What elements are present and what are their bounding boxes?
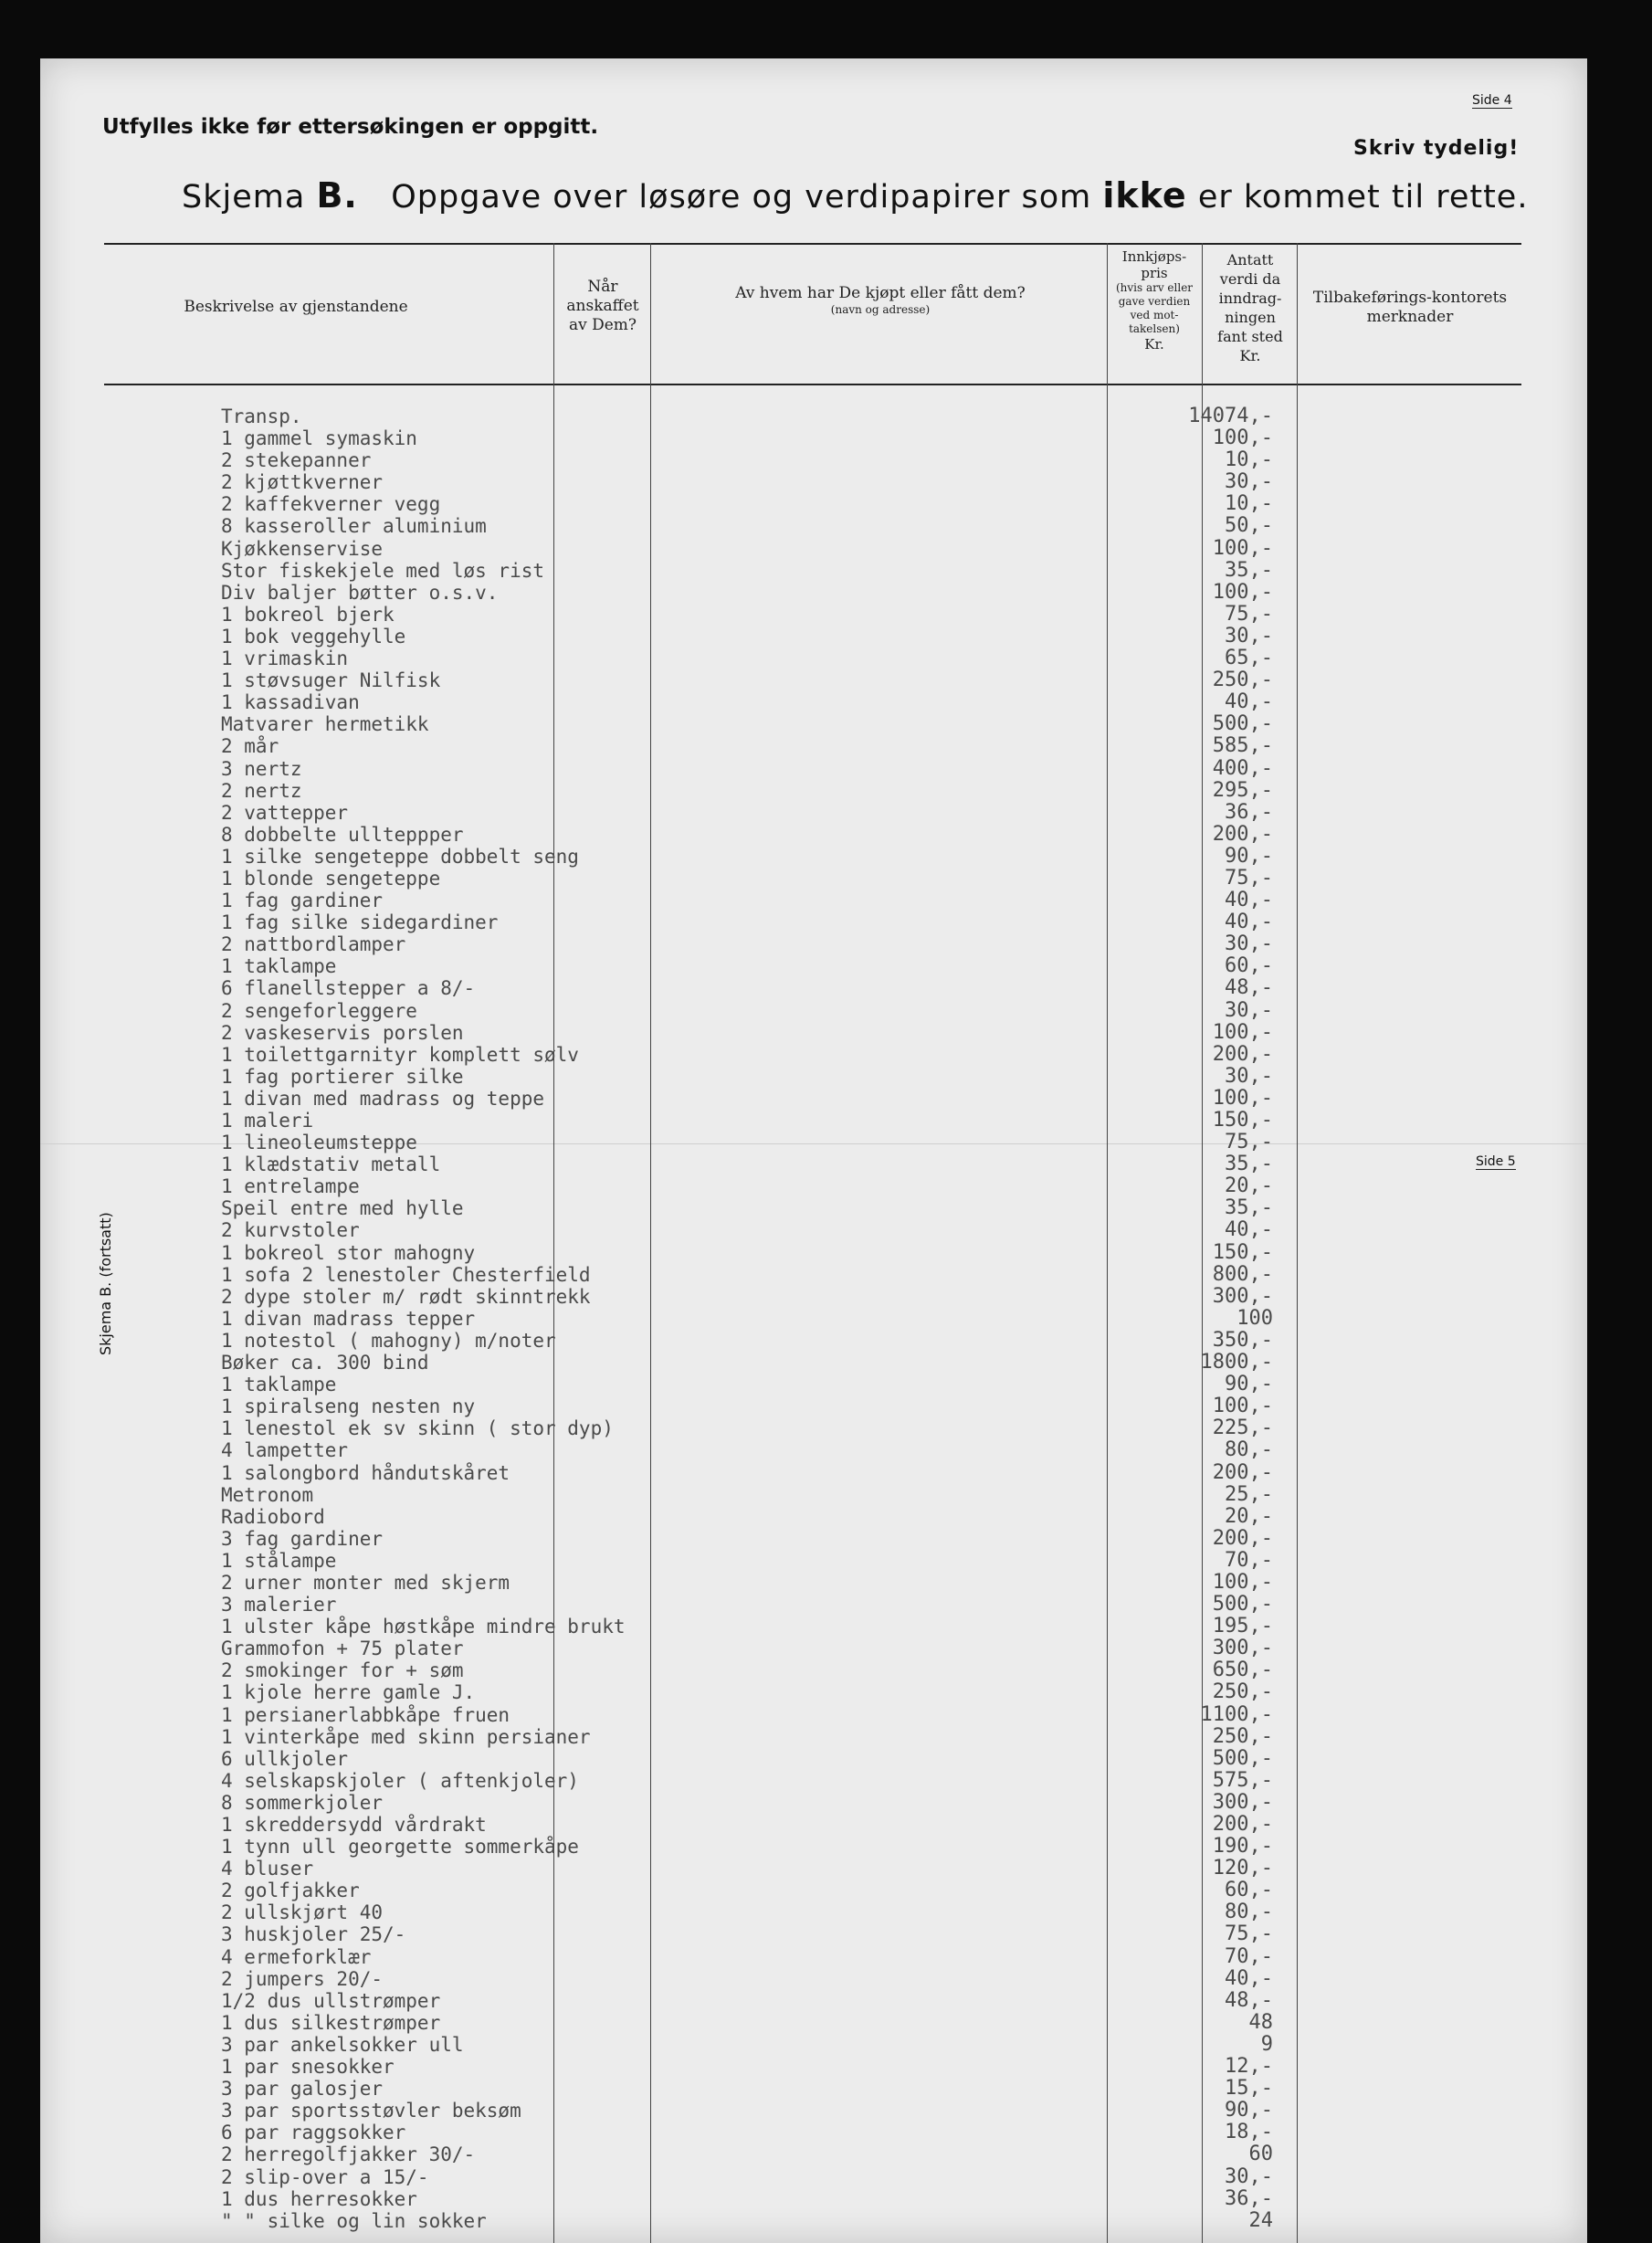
item-description: 1 vinterkåpe med skinn persianer [221,1725,591,1748]
item-description: Matvarer hermetikk [221,713,429,736]
item-value: 250,- [1212,1724,1273,1748]
header-estimated-value-label: Antatt verdi da inndrag-ningen fant sted [1217,251,1283,345]
item-description: 4 ermeforklær [221,1945,372,1968]
item-value: 300,- [1212,1284,1273,1308]
header-remarks: Tilbakeførings-kontorets merknader [1312,289,1508,326]
item-description: 8 dobbelte ullteppper [221,823,464,846]
item-description: 6 flanellstepper a 8/- [221,977,476,1000]
item-description: 2 urner monter med skjerm [221,1571,510,1594]
column-divider [650,243,651,2243]
item-value: 75,- [1225,1131,1273,1154]
item-value: 100,- [1212,1020,1273,1044]
item-description: 2 ullskjørt 40 [221,1901,384,1924]
item-description: 1 fag silke sidegardiner [221,911,499,934]
table-top-rule [104,243,1521,245]
title-letter: B. [316,175,358,216]
item-description: 1 ulster kåpe høstkåpe mindre brukt [221,1616,626,1638]
item-value: 300,- [1212,1790,1273,1814]
item-value: 10,- [1225,448,1273,472]
form-title [182,175,1528,216]
item-description: 3 par sportsstøvler beksøm [221,2100,521,2122]
item-value: 60,- [1225,954,1273,978]
item-description: 3 malerier [221,1594,337,1616]
header-purchase-price [1112,248,1196,353]
item-description: 1 klædstativ metall [221,1153,441,1176]
item-value: 295,- [1212,778,1273,802]
item-description: 2 kjøttkverner [221,471,384,494]
item-description: 1 salongbord håndutskåret [221,1461,510,1484]
item-value: 100,- [1212,1086,1273,1110]
item-value: 575,- [1212,1768,1273,1792]
item-value: 400,- [1212,756,1273,780]
form-page [40,58,1587,2243]
item-value: 9 [1260,2032,1273,2056]
item-value: 500,- [1212,712,1273,736]
item-value: 18,- [1225,2121,1273,2144]
item-description: 2 kaffekverner vegg [221,493,441,516]
item-description: 1 kjole herre gamle J. [221,1681,476,1704]
item-description: 1 silke sengeteppe dobbelt seng [221,845,579,868]
item-description: Kjøkkenservise [221,537,384,560]
item-description: 1 sofa 2 lenestoler Chesterfield [221,1263,591,1286]
item-description: 1 bok veggehylle [221,625,406,648]
item-description: 2 vattepper [221,801,349,824]
item-description: 1 lineoleumsteppe [221,1132,417,1154]
item-value: 90,- [1225,1373,1273,1396]
side-label: Skjema B. (fortsatt) [97,1212,114,1355]
item-value: 40,- [1225,1966,1273,1990]
item-description: 2 vaskeservis porslen [221,1021,464,1044]
item-description: 1 støvsuger Nilfisk [221,669,441,692]
item-description: Metronom [221,1483,314,1506]
item-value: 225,- [1212,1416,1273,1440]
write-clearly-note: Skriv tydelig! [1353,137,1520,160]
item-value: 70,- [1225,1944,1273,1968]
column-divider [1297,243,1298,2243]
item-value: 20,- [1225,1174,1273,1198]
item-value: 15,- [1225,2077,1273,2101]
item-value: 75,- [1225,1922,1273,1946]
item-value: 36,- [1225,800,1273,824]
item-description: Div baljer bøtter o.s.v. [221,581,499,604]
item-value: 200,- [1212,1813,1273,1836]
item-value: 35,- [1225,1153,1273,1176]
item-descriptions [221,405,626,2232]
item-description: 1 tynn ull georgette sommerkåpe [221,1836,579,1859]
item-value: 150,- [1212,1240,1273,1264]
item-description: 1 stålampe [221,1549,337,1572]
item-description: 2 jumpers 20/- [221,1967,384,1990]
item-description: 1 divan madrass tepper [221,1307,476,1330]
item-value: 100,- [1212,536,1273,560]
item-value: 300,- [1212,1637,1273,1660]
item-description: 1 taklampe [221,955,337,978]
item-description: 1 persianerlabbkåpe fruen [221,1703,510,1726]
item-description: 1 dus herresokker [221,2187,417,2210]
item-value: 500,- [1212,1593,1273,1616]
item-value: 14074,- [1188,405,1273,427]
item-description: 1 divan med madrass og teppe [221,1087,545,1110]
item-value: 60,- [1225,1879,1273,1902]
item-description: Bøker ca. 300 bind [221,1352,429,1374]
item-description: Transp. [221,405,302,427]
item-value: 24 [1248,2208,1273,2232]
item-description: Speil entre med hylle [221,1197,464,1220]
item-value: 40,- [1225,1218,1273,1242]
top-note: Utfylles ikke før ettersøkingen er oppgitt. [102,115,599,139]
header-purchase-price-label: Innkjøps-pris [1121,248,1187,281]
item-description: Grammofon + 75 plater [221,1637,464,1660]
item-description: 1 vrimaskin [221,648,349,670]
item-value: 10,- [1225,492,1273,516]
item-value: 190,- [1212,1835,1273,1859]
item-description: 2 stekepanner [221,449,372,472]
item-description: 8 sommerkjoler [221,1791,384,1814]
item-value: 90,- [1225,2099,1273,2122]
item-value: 195,- [1212,1615,1273,1638]
item-value: 30,- [1225,1064,1273,1088]
item-value: 150,- [1212,1109,1273,1132]
item-value: 40,- [1225,889,1273,912]
item-description: 3 par ankelsokker ull [221,2033,464,2056]
item-value: 65,- [1225,647,1273,670]
header-purchase-price-unit: Kr. [1144,336,1164,353]
item-value: 48 [1248,2010,1273,2034]
header-from-whom-label: Av hvem har De kjøpt eller fått dem? [735,284,1026,302]
title-text-1: Oppgave over løsøre og verdipapirer som [391,179,1092,216]
item-description: 4 bluser [221,1858,314,1880]
item-description: Radiobord [221,1505,325,1528]
item-description: 2 nattbordlamper [221,933,406,956]
item-description: 1 notestol ( mahogny) m/noter [221,1329,556,1352]
item-value: 20,- [1225,1504,1273,1528]
item-value: 70,- [1225,1548,1273,1572]
item-description: 1 toilettgarnityr komplett sølv [221,1043,579,1066]
item-description: 2 smokinger for + søm [221,1659,464,1682]
item-description: Stor fiskekjele med løs rist [221,559,545,582]
item-value: 100,- [1212,426,1273,450]
item-value: 100,- [1212,1570,1273,1594]
item-value: 250,- [1212,1680,1273,1704]
item-description: 2 mår [221,735,279,758]
header-estimated-value-unit: Kr. [1239,347,1261,364]
table-header-rule [104,384,1521,385]
item-value: 800,- [1212,1262,1273,1286]
item-value: 40,- [1225,690,1273,714]
item-description: 6 ullkjoler [221,1747,349,1770]
item-description: 1 gammel symaskin [221,427,417,450]
title-emphasis: ikke [1102,175,1187,216]
item-value: 50,- [1225,514,1273,538]
item-description: 1 par snesokker [221,2056,395,2079]
item-description: 1 bokreol bjerk [221,603,395,626]
item-description: 1/2 dus ullstrømper [221,1989,441,2012]
item-value: 75,- [1225,602,1273,626]
item-description: 1 fag portierer silke [221,1065,464,1088]
header-from-whom [670,284,1090,317]
item-description: 3 par galosjer [221,2078,384,2101]
item-value: 36,- [1225,2186,1273,2210]
item-value: 30,- [1225,2164,1273,2188]
item-description: 2 nertz [221,779,302,802]
header-description: Beskrivelse av gjenstandene [184,298,408,316]
item-description: 1 spiralseng nesten ny [221,1395,476,1418]
item-description: 2 dype stoler m/ rødt skinntrekk [221,1285,591,1308]
item-value: 100 [1236,1306,1273,1330]
item-value: 200,- [1212,1042,1273,1066]
item-description: 1 bokreol stor mahogny [221,1241,476,1264]
item-value: 650,- [1212,1659,1273,1682]
item-description: 1 fag gardiner [221,890,384,912]
item-value: 100,- [1212,1395,1273,1418]
item-description: 3 nertz [221,757,302,780]
item-value: 35,- [1225,1196,1273,1220]
item-description: 2 golfjakker [221,1880,360,1902]
item-description: 2 kurvstoler [221,1219,360,1242]
page-number-top: Side 4 [1472,93,1512,108]
item-description: 1 lenestol ek sv skinn ( stor dyp) [221,1417,614,1440]
item-value: 1800,- [1200,1351,1273,1374]
item-description: 3 fag gardiner [221,1527,384,1550]
item-description: 1 maleri [221,1110,314,1132]
item-description: 4 selskapskjoler ( aftenkjoler) [221,1769,579,1792]
title-text-2: er kommet til rette. [1197,179,1529,216]
item-value: 60 [1248,2143,1273,2166]
item-value: 200,- [1212,822,1273,846]
item-value: 80,- [1225,1438,1273,1462]
item-value: 40,- [1225,911,1273,934]
item-description: 1 skreddersydd vårdrakt [221,1814,487,1836]
item-value: 30,- [1225,932,1273,956]
item-value: 25,- [1225,1482,1273,1506]
item-description: 3 huskjoler 25/- [221,1923,406,1946]
item-description: 1 kassadivan [221,691,360,714]
item-description: 1 dus silkestrømper [221,2011,441,2034]
header-from-whom-sub: (navn og adresse) [830,303,931,316]
header-purchase-price-sub: (hvis arv eller gave verdien ved mot-takelsen) [1115,281,1194,335]
item-value: 350,- [1212,1328,1273,1352]
header-estimated-value [1209,250,1291,365]
item-description: 1 taklampe [221,1374,337,1396]
item-values [1182,405,1273,2232]
item-value: 30,- [1225,470,1273,494]
item-value: 30,- [1225,624,1273,648]
item-value: 200,- [1212,1460,1273,1484]
item-value: 585,- [1212,734,1273,758]
item-value: 48,- [1225,976,1273,1000]
item-value: 12,- [1225,2055,1273,2079]
item-description: 1 entrelampe [221,1175,360,1198]
item-description: 4 lampetter [221,1439,349,1462]
page-number-bottom: Side 5 [1476,1154,1516,1169]
item-description: 2 slip-over a 15/- [221,2165,429,2188]
item-description: 1 blonde sengeteppe [221,867,441,890]
item-description: 8 kasseroller aluminium [221,515,487,538]
item-value: 100,- [1212,580,1273,604]
header-when-acquired: Når anskaffet av Dem? [566,278,639,334]
item-description: " " silke og lin sokker [221,2209,487,2232]
item-value: 75,- [1225,866,1273,890]
item-value: 250,- [1212,669,1273,692]
item-description: 2 herregolfjakker 30/- [221,2143,476,2166]
item-description: 2 sengeforleggere [221,999,417,1022]
item-value: 1100,- [1200,1702,1273,1726]
title-prefix: Skjema [182,179,306,216]
item-value: 200,- [1212,1526,1273,1550]
item-value: 48,- [1225,1988,1273,2012]
item-description: 6 par raggsokker [221,2122,406,2144]
item-value: 120,- [1212,1857,1273,1880]
column-divider [1107,243,1108,2243]
item-value: 35,- [1225,558,1273,582]
item-value: 30,- [1225,998,1273,1022]
item-value: 90,- [1225,844,1273,868]
item-value: 500,- [1212,1746,1273,1770]
item-value: 80,- [1225,1901,1273,1924]
